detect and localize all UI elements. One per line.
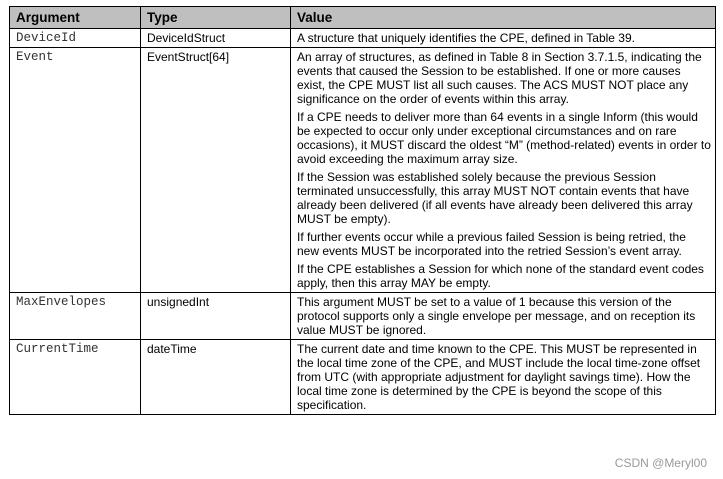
value-cell — [291, 29, 716, 48]
type-cell: DeviceIdStruct — [141, 29, 291, 48]
value-cell — [291, 340, 716, 415]
value-paragraph: The current date and time known to the CPE. This MUST be represented in the local time zone of the CPE, and MUST include the local time-zone offset from UTC (with appropriate adjustment for daylight savings time). How the local time zone is determined by the CPE is beyond the scope of this specification. — [297, 342, 701, 412]
header-row — [10, 7, 716, 29]
table-row-currenttime — [10, 340, 716, 415]
value-paragraph: A structure that uniquely identifies the CPE, defined in Table 39. — [297, 31, 635, 45]
table-row-deviceid — [10, 29, 716, 48]
value-paragraph: An array of structures, as defined in Table 8 in Section 3.7.1.5, indicating the events that caused the Session to be established. If one or more causes exist, the CPE MUST list all such causes. The ACS MUST NOT place any significance on the order of events within this array. — [297, 50, 702, 106]
value-paragraph: This argument MUST be set to a value of 1 because this version of the protocol supports only a single envelope per message, and on reception its value MUST be ignored. — [297, 295, 696, 337]
header-value: Value — [291, 7, 716, 29]
table-row-event — [10, 48, 716, 293]
value-paragraph: If the CPE establishes a Session for which none of the standard event codes apply, then this array MAY be empty. — [297, 262, 704, 290]
header-argument: Argument — [10, 7, 141, 29]
value-cell — [291, 293, 716, 340]
watermark: CSDN @Meryl00 — [614, 456, 707, 470]
type-cell: EventStruct[64] — [141, 48, 291, 293]
table-row-maxenvelopes — [10, 293, 716, 340]
value-paragraph: If a CPE needs to deliver more than 64 events in a single Inform (this would be expected to occur only under exceptional circumstances and on rare occasions), it MUST discard the oldest “M” (method-related) events in order to avoid exceeding the maximum array size. — [297, 110, 711, 166]
value-cell — [291, 48, 716, 293]
argument-cell: Event — [10, 48, 141, 293]
type-cell: unsignedInt — [141, 293, 291, 340]
argument-table — [9, 6, 716, 415]
argument-cell: DeviceId — [10, 29, 141, 48]
argument-cell: CurrentTime — [10, 340, 141, 415]
argument-cell: MaxEnvelopes — [10, 293, 141, 340]
type-cell: dateTime — [141, 340, 291, 415]
header-type: Type — [141, 7, 291, 29]
value-paragraph: If further events occur while a previous failed Session is being retried, the new events MUST be incorporated into the retried Session’s event array. — [297, 230, 686, 258]
value-paragraph: If the Session was established solely because the previous Session terminated unsuccessfully, this array MUST NOT contain events that have already been delivered (if all events have already been delivered this array MUST be empty). — [297, 170, 693, 226]
